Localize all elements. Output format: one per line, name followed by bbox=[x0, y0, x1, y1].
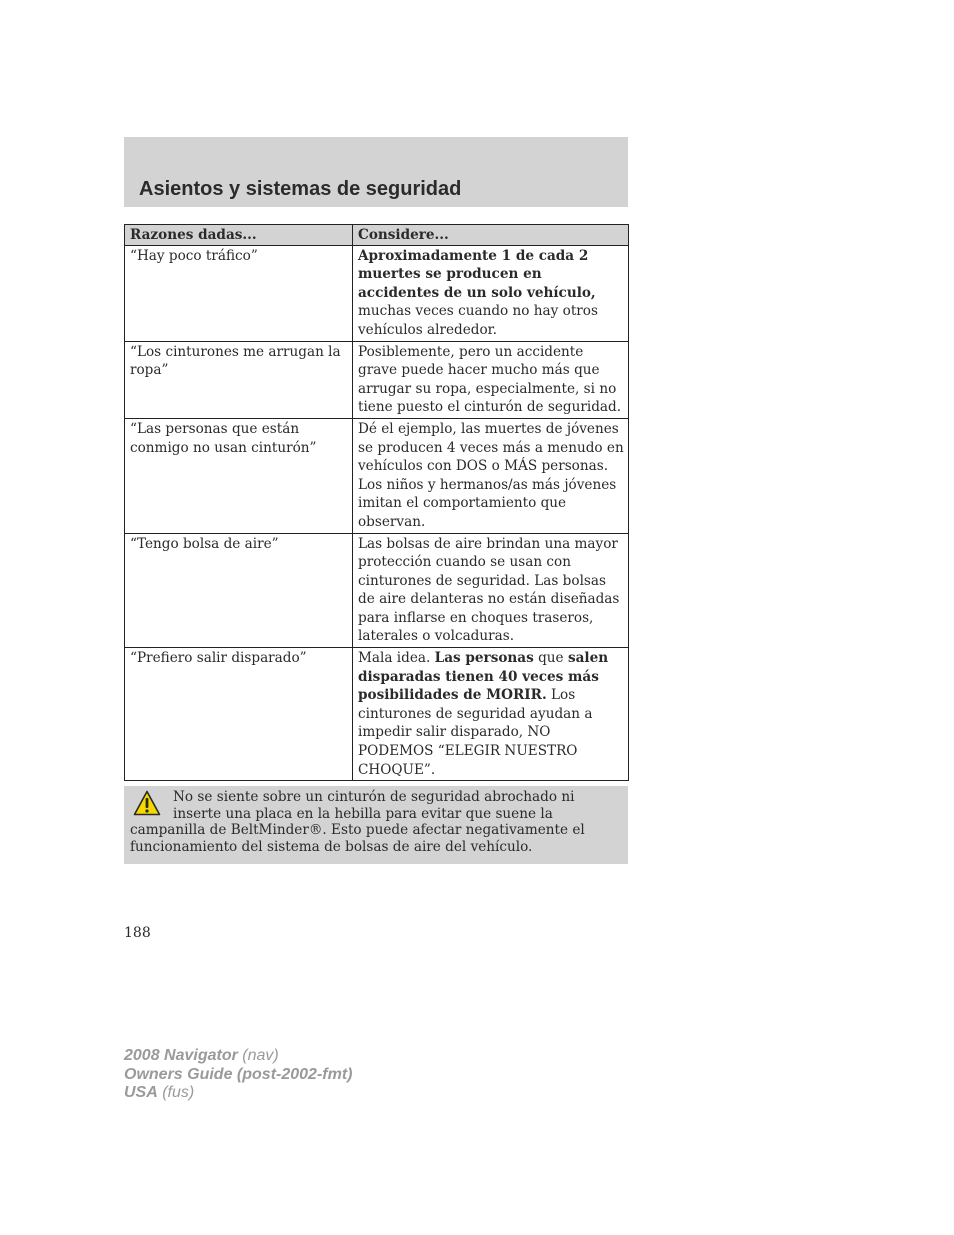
table-row bbox=[125, 648, 629, 781]
consider-text-bold: Las personas bbox=[434, 650, 534, 667]
footer-model-name: 2008 Navigator bbox=[124, 1047, 238, 1064]
page-number: 188 bbox=[124, 925, 151, 941]
table-row bbox=[125, 533, 629, 648]
warning-box bbox=[124, 786, 628, 864]
reasons-table bbox=[124, 224, 629, 781]
table-body bbox=[125, 245, 629, 781]
consider-cell bbox=[353, 245, 629, 341]
footer-model-code: (nav) bbox=[237, 1047, 279, 1064]
document-footer bbox=[124, 1047, 352, 1103]
consider-text-bold: Aproximadamente 1 de cada 2 muertes se producen en accidentes de un solo vehículo, bbox=[358, 247, 596, 301]
consider-text: Dé el ejemplo, las muertes de jóvenes se producen 4 veces más a menudo en vehículos con DOS o MÁS personas. Los niños y hermanos/as más jóvenes imitan el comportamiento que observan. bbox=[358, 420, 624, 530]
table-row bbox=[125, 341, 629, 418]
section-title: Asientos y sistemas de seguridad bbox=[139, 178, 462, 200]
consider-cell bbox=[353, 648, 629, 781]
reason-cell: “Prefiero salir disparado” bbox=[125, 648, 353, 781]
consider-text: muchas veces cuando no hay otros vehículos alrededor. bbox=[358, 303, 598, 338]
column-header-reasons: Razones dadas... bbox=[125, 225, 353, 246]
section-header bbox=[124, 137, 628, 207]
consider-cell bbox=[353, 341, 629, 418]
table-row bbox=[125, 418, 629, 533]
consider-text: que bbox=[533, 650, 568, 667]
consider-text-bold: salen disparadas tienen 40 veces más posibilidades de MORIR. bbox=[358, 650, 609, 704]
table-header-row bbox=[125, 225, 629, 246]
column-header-consider: Considere... bbox=[353, 225, 629, 246]
reason-cell: “Tengo bolsa de aire” bbox=[125, 533, 353, 648]
table-row bbox=[125, 245, 629, 341]
consider-text: Mala idea. bbox=[358, 650, 435, 667]
consider-cell bbox=[353, 418, 629, 533]
consider-cell bbox=[353, 533, 629, 648]
consider-text: Los cinturones de seguridad ayudan a impedir salir disparado, NO PODEMOS “ELEGIR NUESTRO CHOQUE”. bbox=[358, 687, 593, 778]
consider-text: Las bolsas de aire brindan una mayor protección cuando se usan con cinturones de seguridad. Las bolsas de aire delanteras no están diseñadas para inflarse en choques traseros, laterales o volcaduras. bbox=[358, 535, 620, 645]
footer-market-code: (fus) bbox=[157, 1084, 195, 1101]
warning-text: No se siente sobre un cinturón de seguridad abrochado ni inserte una placa en la hebilla para evitar que suene la campanilla de BeltMinder®. Esto puede afectar negativamente el funcionamiento del sistema de bolsas de aire del vehículo. bbox=[130, 789, 585, 855]
footer-guide-name: Owners Guide (post-2002-fmt) bbox=[124, 1065, 353, 1083]
consider-text: Posiblemente, pero un accidente grave puede hacer mucho más que arrugar su ropa, especialmente, si no tiene puesto el cinturón de seguridad. bbox=[358, 343, 622, 416]
footer-market-name: USA bbox=[124, 1084, 158, 1101]
footer-line-guide bbox=[124, 1066, 352, 1085]
reason-cell: “Los cinturones me arrugan la ropa” bbox=[125, 341, 353, 418]
footer-line-model bbox=[124, 1047, 352, 1066]
reason-cell: “Las personas que están conmigo no usan cinturón” bbox=[125, 418, 353, 533]
reason-cell: “Hay poco tráfico” bbox=[125, 245, 353, 341]
footer-line-market bbox=[124, 1084, 352, 1103]
